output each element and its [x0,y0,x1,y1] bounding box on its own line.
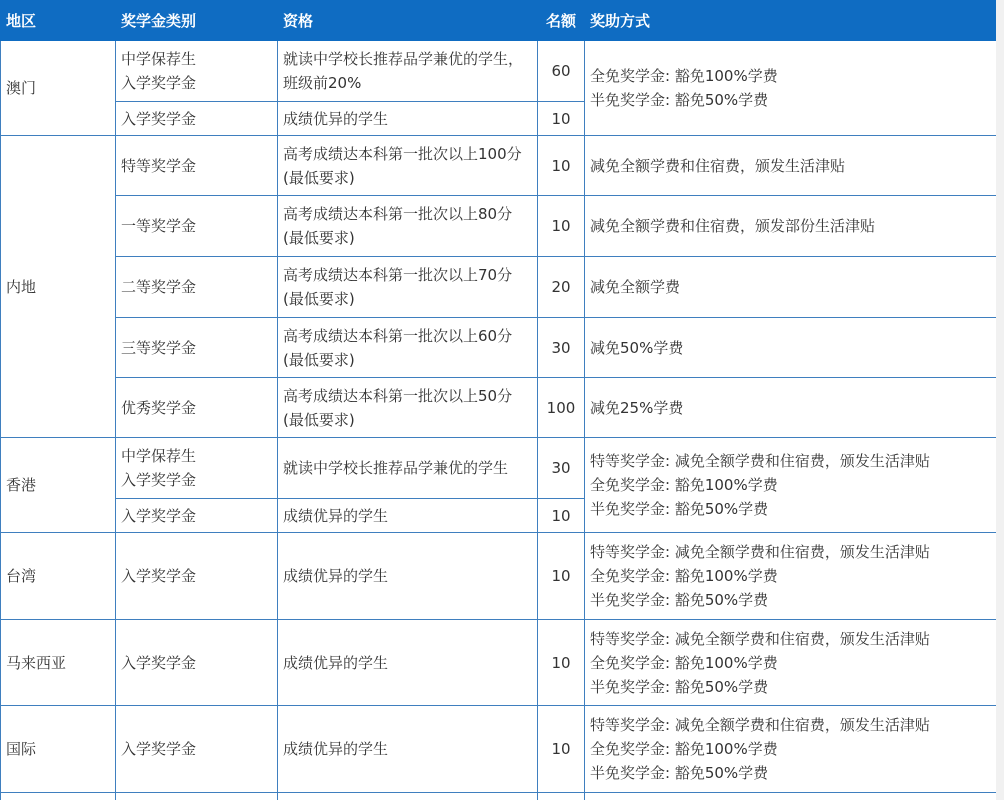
quota-cell: 10 [538,102,585,136]
qualification-cell [278,196,538,257]
region-cell: 台湾 [1,533,116,620]
quota-cell: 100 [538,378,585,438]
table-row [1,706,997,793]
award-line: 全免奖学金: 豁免100%学费 [590,476,778,494]
table-header-row [1,1,997,41]
header-award: 奖助方式 [585,1,997,41]
qualification-text: 高考成绩达本科第一批次以上60分(最低要求) [283,326,513,369]
quota-cell: 10 [538,706,585,793]
table-row [1,136,997,196]
region-cell: 国际 [1,706,116,793]
table-row [1,533,997,620]
category-line: 入学奖学金 [121,471,197,489]
award-line: 半免奖学金: 豁免50%学费 [590,764,769,782]
category-cell: 三等奖学金 [116,318,278,378]
qualification-text: 高考成绩达本科第一批次以上70分(最低要求) [283,266,513,308]
table-row [1,318,997,378]
award-line: 半免奖学金: 豁免50%学费 [590,91,769,109]
qualification-cell [278,136,538,196]
header-quota: 名额 [538,1,585,41]
award-cell [585,706,997,793]
award-cell: 减免全额学费和住宿费，颁发生活津贴 [585,136,997,196]
qualification-cell [278,378,538,438]
quota-cell: 10 [538,499,585,533]
category-cell: 二等奖学金 [116,257,278,318]
award-cell [585,41,997,136]
award-line: 全免奖学金: 豁免100%学费 [590,67,778,85]
qualification-cell: 成绩优异的学生 [278,620,538,706]
header-region: 地区 [1,1,116,41]
category-cell: 入学奖学金 [116,620,278,706]
qualification-text: 高考成绩达本科第一批次以上80分(最低要求) [283,205,513,247]
category-line: 中学保荐生 [121,447,197,465]
award-line: 半免奖学金: 豁免50%学费 [590,591,769,609]
header-qualification: 资格 [278,1,538,41]
region-cell: 马来西亚 [1,620,116,706]
table-row [1,793,997,800]
qualification-text: 就读中学校长推荐品学兼优的学生，班级前20% [283,50,524,92]
category-cell: 入学奖学金 [116,533,278,620]
qualification-cell [278,257,538,318]
category-cell: 一等奖学金 [116,196,278,257]
category-line: 中学保荐生 [121,50,197,68]
award-line: 特等奖学金: 减免全额学费和住宿费，颁发生活津贴 [590,452,930,470]
quota-cell: 10 [538,533,585,620]
award-cell: 减免全额学费 [585,257,997,318]
quota-cell: 10 [538,196,585,257]
category-cell: 优秀奖学金 [116,378,278,438]
category-cell [116,41,278,102]
quota-cell: 60 [538,41,585,102]
award-cell: 减免全额学费和住宿费，颁发部份生活津贴 [585,196,997,257]
award-cell: 减免50%学费 [585,318,997,378]
award-line: 特等奖学金: 减免全额学费和住宿费，颁发生活津贴 [590,716,930,734]
award-line: 全免奖学金: 豁免100%学费 [590,740,778,758]
header-category: 奖学金类别 [116,1,278,41]
award-line: 特等奖学金: 减免全额学费和住宿费，颁发生活津贴 [590,629,930,648]
table-row [1,196,997,257]
qualification-cell: 成绩优异的学生 [278,499,538,533]
qualification-cell [278,438,538,499]
award-line: 特等奖学金: 减免全额学费和住宿费，颁发生活津贴 [590,543,930,561]
award-line: 全免奖学金: 豁免100%学费 [590,653,778,672]
quota-cell: 30 [538,438,585,499]
vertical-scrollbar[interactable] [996,0,1004,800]
award-cell [585,620,997,706]
category-cell: 特等奖学金 [116,136,278,196]
qualification-cell: 成绩优异的学生 [278,706,538,793]
qualification-cell: 成绩优异的学生 [278,533,538,620]
quota-cell: 30 [538,318,585,378]
category-cell [116,438,278,499]
category-cell: 入学奖学金 [116,706,278,793]
region-cell: 香港 [1,438,116,533]
award-cell [585,533,997,620]
qualification-cell: 成绩优异的学生 [278,102,538,136]
award-line: 半免奖学金: 豁免50%学费 [590,677,769,696]
award-line: 半免奖学金: 豁免50%学费 [590,500,769,518]
qualification-text: 就读中学校长推荐品学兼优的学生 [283,459,509,477]
qualification-cell [278,41,538,102]
award-cell [585,438,997,533]
table-row [1,620,997,706]
qualification-text: 高考成绩达本科第一批次以上100分(最低要求) [283,144,522,187]
region-cell: 澳门 [1,41,116,136]
qualification-text: 高考成绩达本科第一批次以上50分(最低要求) [283,386,513,429]
quota-cell: 20 [538,257,585,318]
award-line: 全免奖学金: 豁免100%学费 [590,567,778,585]
table-row [1,41,997,102]
region-cell: 内地 [1,136,116,438]
qualification-cell [278,318,538,378]
table-row [1,438,997,499]
table-row [1,257,997,318]
table-row [1,378,997,438]
award-cell: 减免25%学费 [585,378,997,438]
quota-cell: 10 [538,620,585,706]
category-line: 入学奖学金 [121,74,197,92]
quota-cell: 10 [538,136,585,196]
category-cell: 入学奖学金 [116,499,278,533]
category-cell: 入学奖学金 [116,102,278,136]
